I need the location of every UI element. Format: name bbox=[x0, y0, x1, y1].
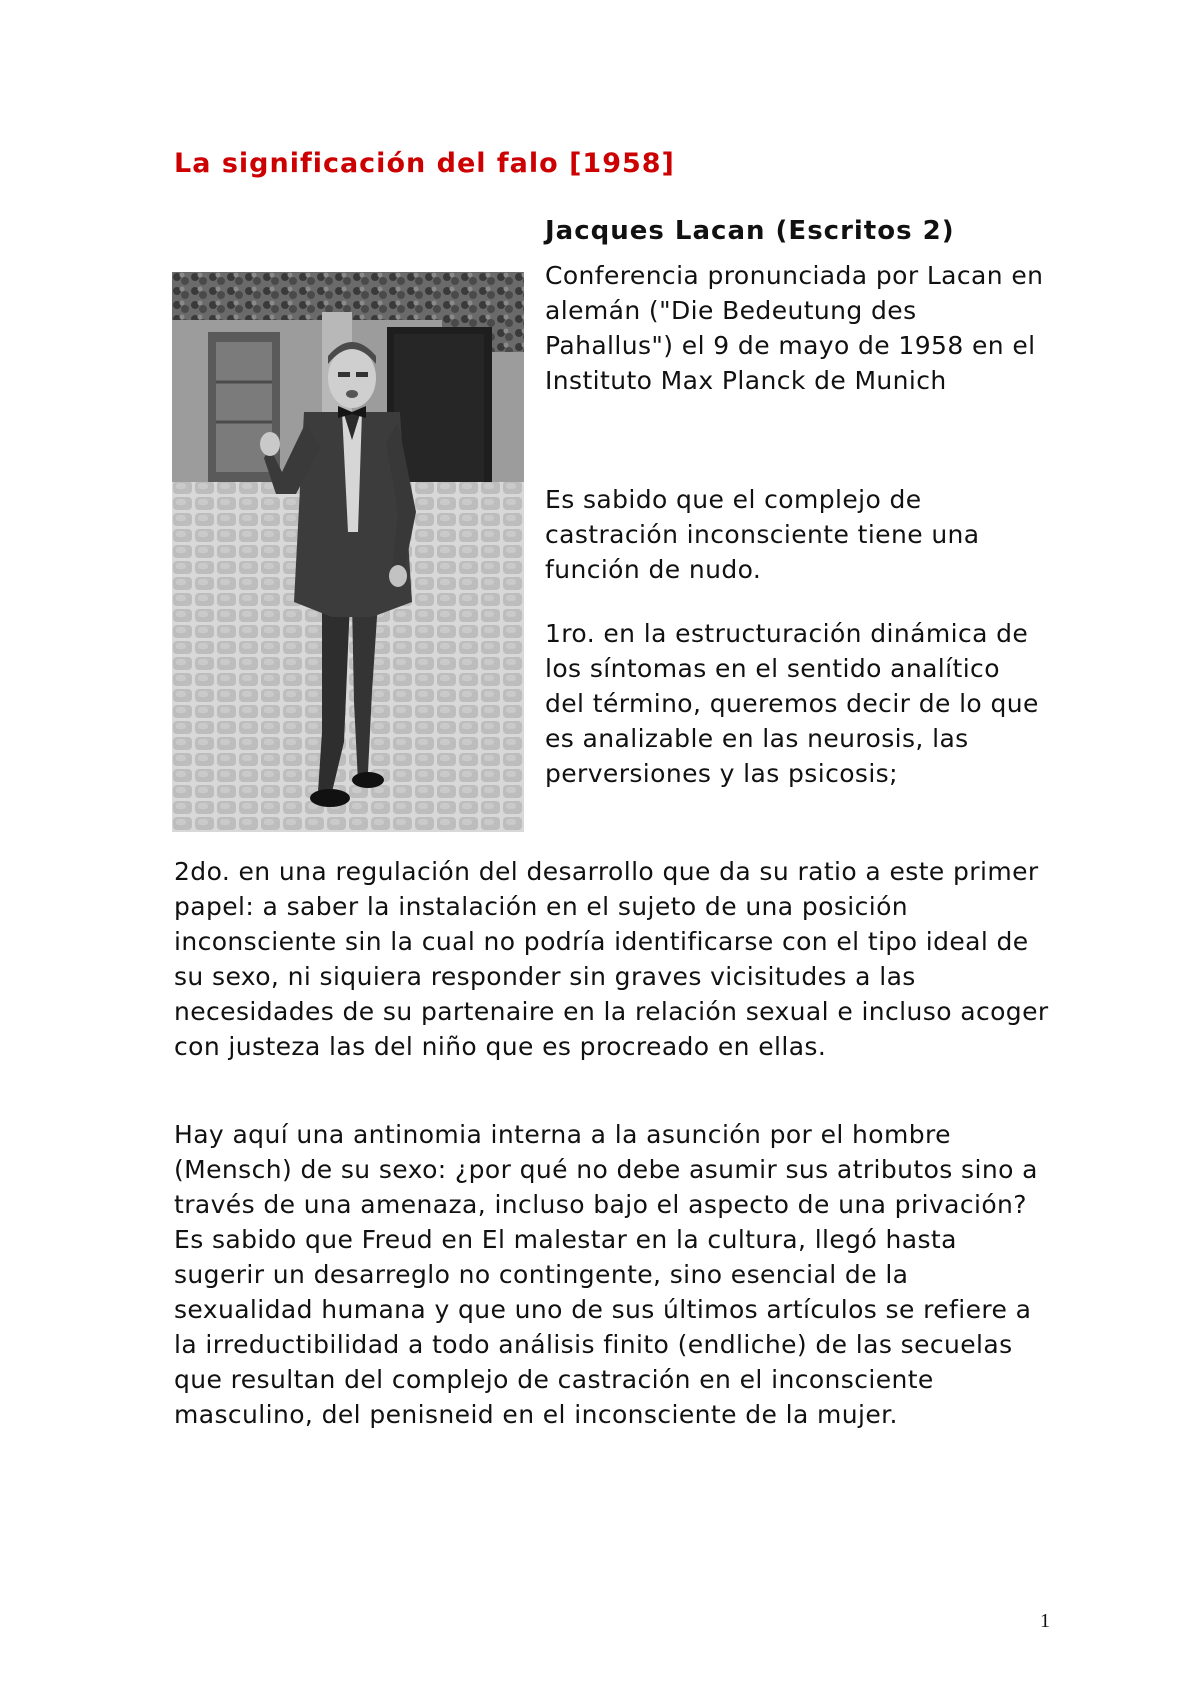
body-paragraph-4: Hay aquí una antinomia interna a la asunción por el hombre (Mensch) de su sexo: ¿por qué no debe asumir sus atributos sino a través de una amenaza, incluso bajo el aspecto de una privación? Es sabido que Freud en El malestar en la cultura, llegó hasta sugerir un desarreglo no contingente, sino esencial de la sexualidad humana y que uno de sus últimos artículos se refiere a la irreductibilidad a todo análisis finito (endliche) de las secuelas que resultan del complejo de castración en el inconsciente masculino, del penisneid en el inconsciente de la mujer. bbox=[174, 1120, 1038, 1429]
page-number: 1 bbox=[1040, 1610, 1050, 1632]
portrait-photo bbox=[172, 272, 524, 832]
document-author: Jacques Lacan (Escritos 2) bbox=[545, 216, 955, 246]
body-paragraph-2: 1ro. en la estructuración dinámica de los síntomas en el sentido analítico del término, queremos decir de lo que es analizable en las neurosis, las perversiones y las psicosis; bbox=[545, 619, 1039, 788]
intro-paragraph: Conferencia pronunciada por Lacan en alemán ("Die Bedeutung des Pahallus") el 9 de mayo de 1958 en el Instituto Max Planck de Munich bbox=[545, 261, 1044, 395]
body-paragraph-1: Es sabido que el complejo de castración inconsciente tiene una función de nudo. bbox=[545, 485, 980, 584]
portrait-photo-icon bbox=[172, 272, 524, 832]
document-title: La significación del falo [1958] bbox=[174, 148, 675, 179]
body-paragraph-3: 2do. en una regulación del desarrollo que da su ratio a este primer papel: a saber la instalación en el sujeto de una posición inconsciente sin la cual no podría identificarse con el tipo ideal de su sexo, ni siquiera responder sin graves vicisitudes a las necesidades de su partenaire en la relación sexual e incluso acoger con justeza las del niño que es procreado en ellas. bbox=[174, 857, 1049, 1061]
